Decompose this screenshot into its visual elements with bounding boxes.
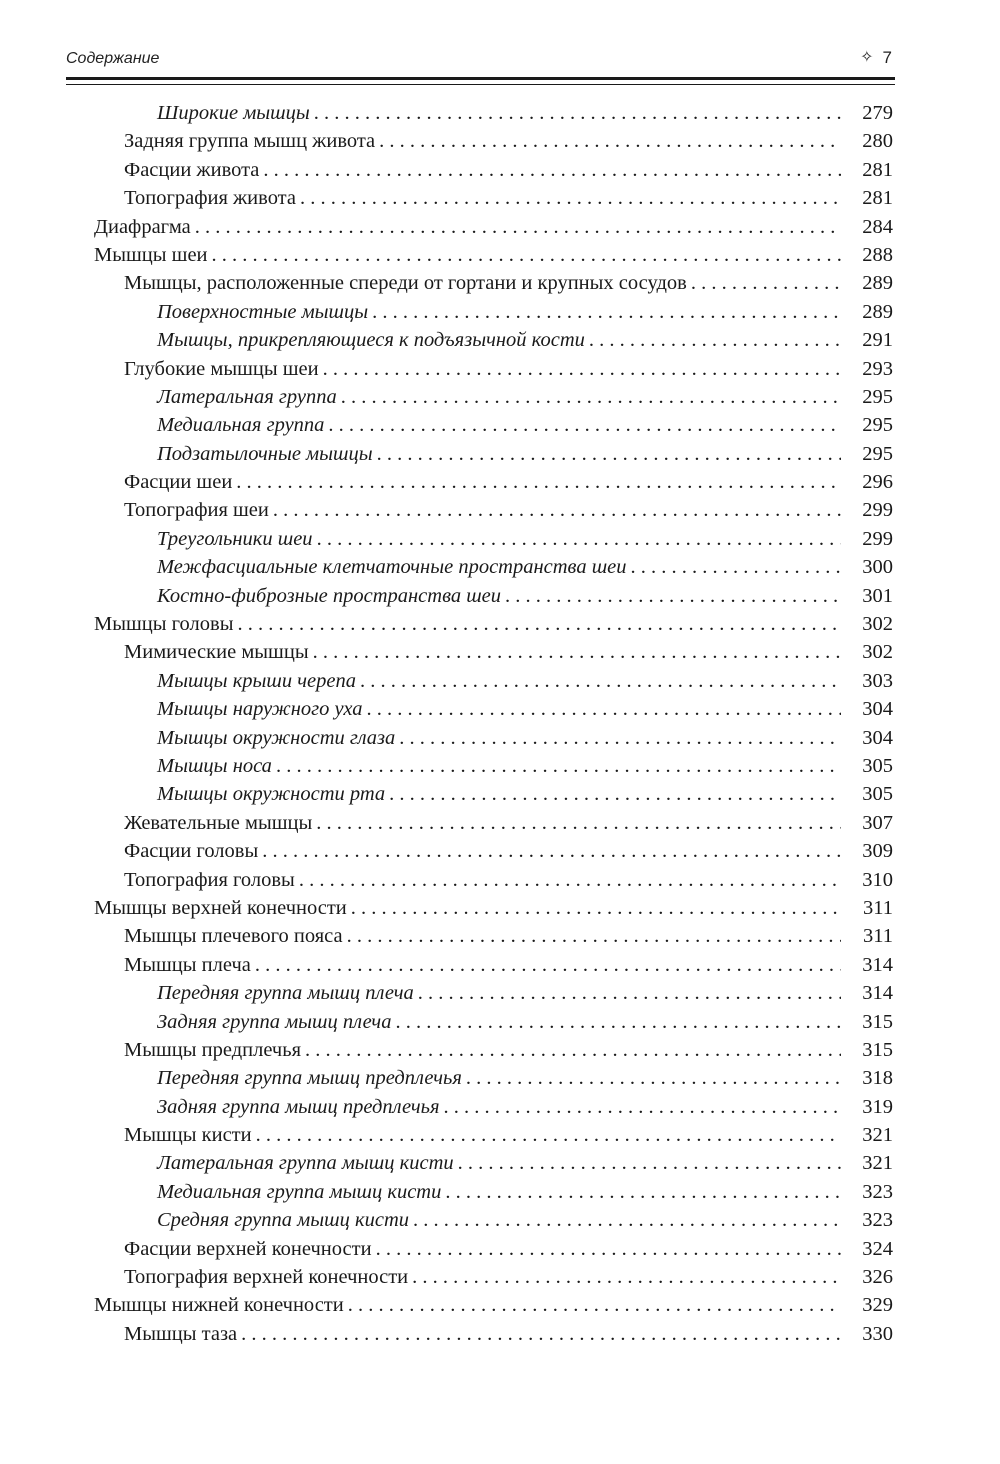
dot-leader	[273, 496, 841, 524]
toc-entry[interactable]	[0, 326, 1000, 354]
toc-entry-title: Мышцы верхней конечности	[94, 896, 347, 919]
toc-entry[interactable]	[0, 809, 1000, 837]
toc-entry-page: 281	[862, 187, 893, 210]
dot-leader	[236, 468, 841, 496]
toc-entry-title: Подзатылочные мышцы	[157, 442, 373, 465]
dot-leader	[347, 922, 841, 950]
toc-entry-title: Передняя группа мышц предплечья	[157, 1067, 462, 1090]
dot-leader	[237, 610, 841, 638]
toc-entry-page: 301	[862, 584, 893, 607]
toc-entry-page: 296	[862, 471, 893, 494]
dot-leader	[389, 780, 841, 808]
toc-entry[interactable]	[0, 695, 1000, 723]
toc-entry-title: Фасции живота	[124, 158, 260, 181]
toc-entry[interactable]	[0, 922, 1000, 950]
running-header-title: Содержание	[66, 50, 160, 67]
toc-entry-title: Латеральная группа мышц кисти	[157, 1152, 454, 1175]
toc-entry-title: Треугольники шеи	[157, 527, 313, 550]
toc-entry-title: Жевательные мышцы	[124, 811, 313, 834]
dot-leader	[276, 752, 841, 780]
toc-entry-page: 315	[862, 1038, 893, 1061]
toc-entry-page: 323	[862, 1209, 893, 1232]
toc-entry-page: 329	[862, 1294, 893, 1317]
toc-entry-page: 305	[862, 754, 893, 777]
toc-entry-page: 279	[862, 102, 893, 124]
toc-entry-title: Мышцы наружного уха	[157, 698, 363, 721]
toc-entry-title: Поверхностные мышцы	[157, 300, 369, 323]
toc-entry-page: 303	[862, 669, 893, 692]
dot-leader	[372, 298, 841, 326]
header-rule-thin	[66, 84, 895, 85]
toc-entry-title: Мышцы головы	[94, 613, 234, 636]
toc-entry-page: 293	[862, 357, 893, 380]
toc-entry-title: Мышцы нижней конечности	[94, 1294, 344, 1317]
toc-entry-title: Мышцы кисти	[124, 1124, 252, 1147]
toc-entry-title: Мышцы, расположенные спереди от гортани и крупных сосудов	[124, 272, 687, 295]
toc-entry-page: 291	[862, 329, 893, 352]
toc-entry-page: 304	[862, 698, 893, 721]
toc-entry-page: 289	[862, 300, 893, 323]
toc-entry-title: Фасции головы	[124, 840, 259, 863]
toc-entry[interactable]	[0, 184, 1000, 212]
toc-entry[interactable]	[0, 355, 1000, 383]
toc-entry-page: 321	[862, 1124, 893, 1147]
toc-entry-page: 321	[862, 1152, 893, 1175]
dot-leader	[376, 1235, 841, 1263]
toc-entry[interactable]	[0, 298, 1000, 326]
toc-entry[interactable]	[0, 411, 1000, 439]
toc-entry-title: Топография головы	[124, 868, 295, 891]
toc-entry[interactable]	[0, 951, 1000, 979]
dot-leader	[395, 1008, 841, 1036]
toc-entry-page: 280	[862, 130, 893, 153]
toc-entry-title: Медиальная группа мышц кисти	[157, 1180, 442, 1203]
dot-leader	[418, 979, 841, 1007]
page-header	[66, 48, 892, 74]
toc-entry[interactable]	[0, 127, 1000, 155]
dot-leader	[631, 553, 841, 581]
dot-leader	[379, 127, 841, 155]
toc-entry[interactable]	[0, 724, 1000, 752]
toc-entry[interactable]	[0, 610, 1000, 638]
dot-leader	[299, 866, 841, 894]
dot-leader	[348, 1291, 841, 1319]
toc-entry[interactable]	[0, 1291, 1000, 1319]
toc-entry-title: Мышцы таза	[124, 1322, 238, 1345]
dot-leader	[241, 1320, 841, 1348]
toc-entry-title: Латеральная группа	[157, 385, 337, 408]
toc-entry-title: Задняя группа мышц плеча	[157, 1010, 392, 1033]
toc-entry-page: 284	[862, 215, 893, 238]
dot-leader	[412, 1263, 841, 1291]
dot-leader	[399, 724, 841, 752]
toc-entry-title: Широкие мышцы	[157, 102, 310, 124]
toc-entry-page: 289	[862, 272, 893, 295]
toc-entry-page: 299	[862, 499, 893, 522]
toc-entry-page: 295	[862, 385, 893, 408]
toc-entry[interactable]	[0, 979, 1000, 1007]
toc-entry-title: Фасции шеи	[124, 471, 233, 494]
dot-leader	[444, 1093, 841, 1121]
toc-entry-title: Топография шеи	[124, 499, 269, 522]
toc-entry-title: Мимические мышцы	[124, 641, 309, 664]
toc-entry-page: 314	[862, 982, 893, 1005]
toc-entry-page: 311	[863, 925, 893, 948]
toc-entry[interactable]	[0, 496, 1000, 524]
toc-entry-page: 295	[862, 442, 893, 465]
dot-leader	[316, 809, 841, 837]
dot-leader	[300, 184, 841, 212]
toc-entry[interactable]	[0, 269, 1000, 297]
dot-leader	[341, 383, 841, 411]
toc-entry[interactable]	[0, 1149, 1000, 1177]
toc-entry-page: 302	[862, 641, 893, 664]
toc-entry-page: 307	[862, 811, 893, 834]
dot-leader	[195, 213, 841, 241]
toc-entry-page: 295	[862, 414, 893, 437]
toc-entry-title: Мышцы окружности рта	[157, 783, 386, 806]
toc-entry[interactable]	[0, 638, 1000, 666]
dot-leader	[445, 1178, 841, 1206]
toc-entry[interactable]	[0, 156, 1000, 184]
toc-entry-title: Мышцы плечевого пояса	[124, 925, 343, 948]
toc-entry[interactable]	[0, 383, 1000, 411]
dot-leader	[366, 695, 841, 723]
toc-entry-title: Мышцы шеи	[94, 243, 208, 266]
dot-leader	[328, 411, 841, 439]
toc-entry[interactable]	[0, 440, 1000, 468]
toc-entry-page: 324	[862, 1237, 893, 1260]
dot-leader	[413, 1206, 841, 1234]
toc-entry-page: 305	[862, 783, 893, 806]
toc-entry-page: 314	[862, 953, 893, 976]
toc-entry-title: Диафрагма	[94, 215, 191, 238]
dot-leader	[351, 894, 841, 922]
dot-leader	[256, 1121, 841, 1149]
toc-entry-title: Передняя группа мышц плеча	[157, 982, 414, 1005]
toc-entry[interactable]	[0, 1206, 1000, 1234]
toc-entry[interactable]	[0, 1263, 1000, 1291]
toc-entry[interactable]	[0, 667, 1000, 695]
toc-entry-page: 288	[862, 243, 893, 266]
toc-entry[interactable]	[0, 525, 1000, 553]
dot-leader	[691, 269, 841, 297]
toc-entry[interactable]	[0, 1036, 1000, 1064]
toc-entry-page: 300	[862, 556, 893, 579]
dot-leader	[314, 99, 841, 127]
toc-entry-title: Фасции верхней конечности	[124, 1237, 372, 1260]
dot-leader	[377, 440, 841, 468]
toc-entry-page: 323	[862, 1180, 893, 1203]
dot-leader	[263, 156, 841, 184]
toc-entry[interactable]	[0, 1093, 1000, 1121]
toc-entry-title: Мышцы крыши черепа	[157, 669, 356, 692]
toc-entry-title: Средняя группа мышц кисти	[157, 1209, 409, 1232]
toc-entry[interactable]	[0, 894, 1000, 922]
toc-entry-title: Мышцы окружности глаза	[157, 726, 396, 749]
toc-entry[interactable]	[0, 213, 1000, 241]
dot-leader	[262, 837, 841, 865]
toc-entry[interactable]	[0, 241, 1000, 269]
dot-leader	[255, 951, 841, 979]
toc-entry-page: 318	[862, 1067, 893, 1090]
running-header-page	[860, 48, 892, 68]
page-number: 7	[882, 48, 892, 67]
toc-entry-page: 311	[863, 896, 893, 919]
dot-leader	[589, 326, 841, 354]
toc-entry[interactable]	[0, 1121, 1000, 1149]
toc-entry-page: 319	[862, 1095, 893, 1118]
toc-entry[interactable]	[0, 1178, 1000, 1206]
toc-entry[interactable]	[0, 1235, 1000, 1263]
toc-entry[interactable]	[0, 866, 1000, 894]
toc-entry-page: 299	[862, 527, 893, 550]
table-of-contents	[0, 99, 1000, 1348]
toc-entry-page: 302	[862, 613, 893, 636]
toc-entry-title: Костно-фиброзные пространства шеи	[157, 584, 502, 607]
toc-entry[interactable]	[0, 468, 1000, 496]
toc-entry-page: 281	[862, 158, 893, 181]
toc-entry[interactable]	[0, 1064, 1000, 1092]
toc-entry-title: Задняя группа мышц предплечья	[157, 1095, 440, 1118]
toc-entry-page: 304	[862, 726, 893, 749]
ornament-icon: ✧	[860, 49, 874, 66]
toc-entry-title: Топография верхней конечности	[124, 1266, 409, 1289]
dot-leader	[305, 1036, 841, 1064]
toc-entry[interactable]	[0, 752, 1000, 780]
toc-entry-title: Мышцы плеча	[124, 953, 251, 976]
toc-entry-page: 309	[862, 840, 893, 863]
toc-entry-title: Топография живота	[124, 187, 296, 210]
dot-leader	[360, 667, 841, 695]
dot-leader	[505, 582, 841, 610]
toc-entry[interactable]	[0, 1008, 1000, 1036]
dot-leader	[458, 1149, 841, 1177]
toc-entry-title: Мышцы носа	[157, 754, 272, 777]
toc-entry[interactable]	[0, 837, 1000, 865]
toc-entry-title: Межфасциальные клетчаточные пространства шеи	[157, 556, 627, 579]
header-rule-thick	[66, 77, 895, 80]
toc-entry-title: Задняя группа мышц живота	[124, 130, 376, 153]
toc-entry[interactable]	[0, 780, 1000, 808]
toc-entry-title: Мышцы, прикрепляющиеся к подъязычной кости	[157, 329, 585, 352]
dot-leader	[212, 241, 841, 269]
toc-entry[interactable]	[0, 99, 1000, 127]
dot-leader	[317, 525, 841, 553]
toc-entry-page: 310	[862, 868, 893, 891]
toc-entry-page: 330	[862, 1322, 893, 1345]
dot-leader	[323, 355, 841, 383]
toc-entry-page: 315	[862, 1010, 893, 1033]
toc-entry[interactable]	[0, 1320, 1000, 1348]
toc-entry-page: 326	[862, 1266, 893, 1289]
toc-entry-title: Мышцы предплечья	[124, 1038, 302, 1061]
toc-entry-title: Глубокие мышцы шеи	[124, 357, 319, 380]
dot-leader	[466, 1064, 841, 1092]
dot-leader	[313, 638, 841, 666]
toc-entry[interactable]	[0, 553, 1000, 581]
toc-entry[interactable]	[0, 582, 1000, 610]
toc-entry-title: Медиальная группа	[157, 414, 325, 437]
